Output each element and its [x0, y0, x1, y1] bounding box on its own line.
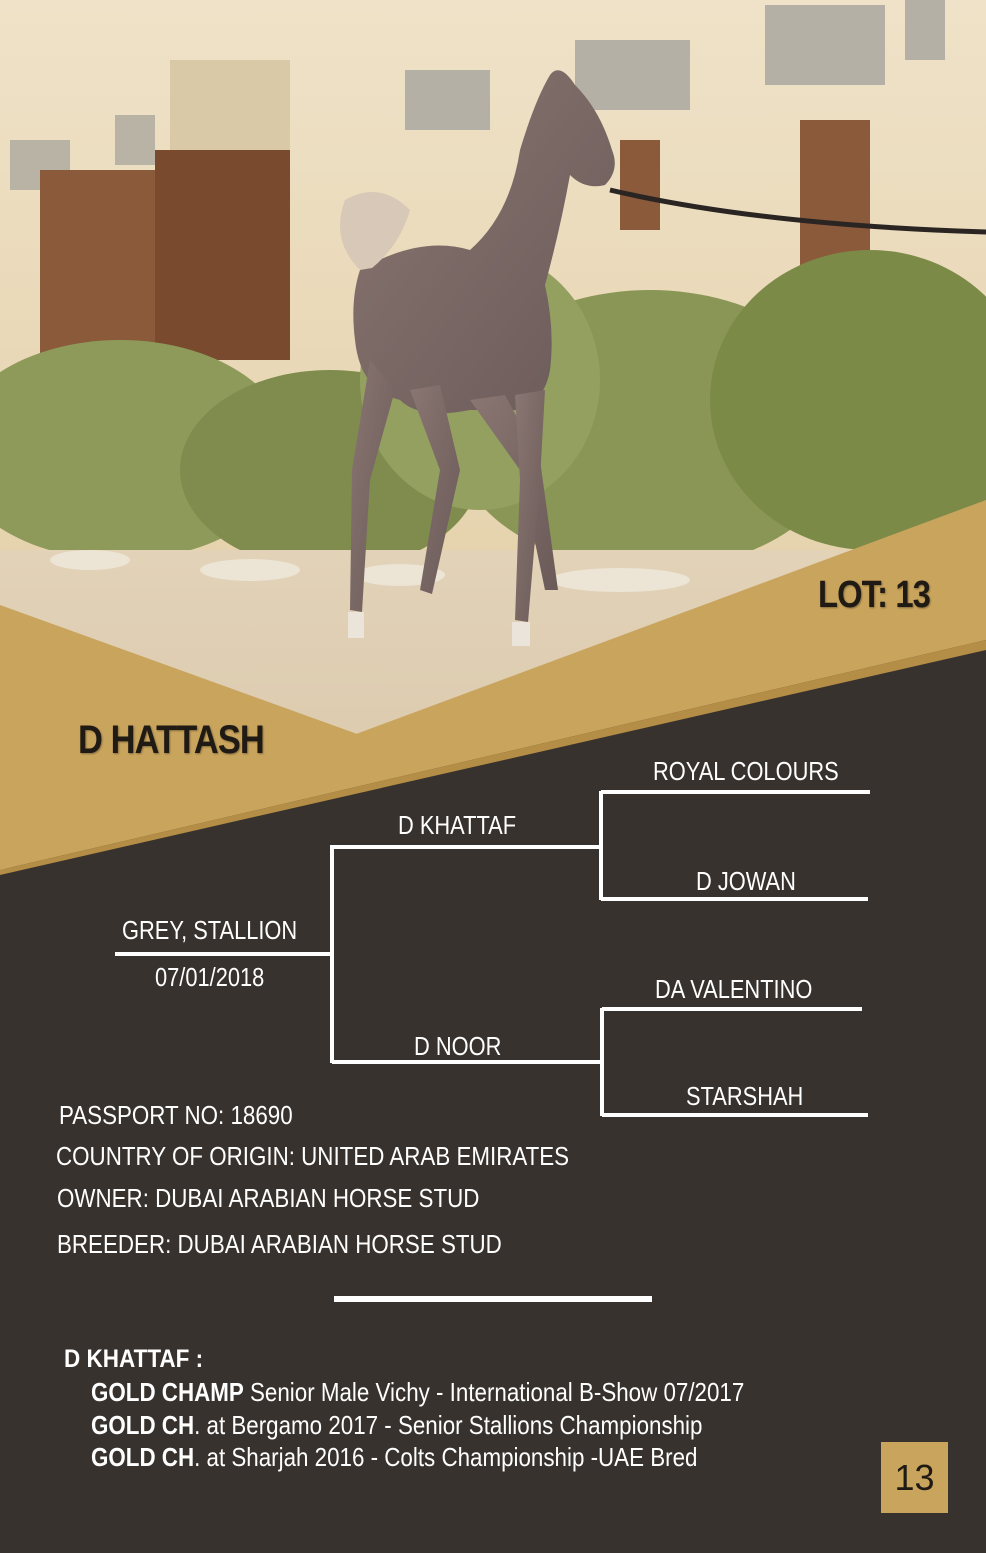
page-number: 13	[881, 1442, 948, 1513]
lot-number: LOT: 13	[818, 574, 931, 616]
achievement-text: . at Sharjah 2016 - Colts Championship -UAE Bred	[194, 1442, 698, 1472]
achievement-item	[91, 1410, 702, 1441]
horse-name: D HATTASH	[78, 718, 264, 762]
achievement-text: Senior Male Vichy - International B-Show 07/2017	[243, 1377, 745, 1407]
achievement-bold: GOLD CH	[91, 1410, 195, 1440]
achievements-title: D KHATTAF :	[64, 1345, 204, 1373]
horse-dob: 07/01/2018	[155, 962, 265, 992]
achievement-item	[91, 1377, 744, 1408]
owner: OWNER: DUBAI ARABIAN HORSE STUD	[57, 1183, 480, 1213]
achievement-bold: GOLD CH	[91, 1442, 195, 1472]
pedigree-dam-sire: DA VALENTINO	[655, 974, 813, 1004]
horse-color-sex: GREY, STALLION	[122, 915, 298, 945]
pedigree-sire-sire: ROYAL COLOURS	[653, 756, 839, 786]
country-of-origin: COUNTRY OF ORIGIN: UNITED ARAB EMIRATES	[56, 1141, 570, 1171]
achievement-bold: GOLD CHAMP	[91, 1377, 244, 1407]
achievement-text: . at Bergamo 2017 - Senior Stallions Championship	[194, 1410, 703, 1440]
pedigree-dam: D NOOR	[414, 1031, 502, 1061]
pedigree-sire-dam: D JOWAN	[696, 866, 796, 896]
pedigree-dam-dam: STARSHAH	[686, 1081, 804, 1111]
achievement-item	[91, 1442, 697, 1473]
breeder: BREEDER: DUBAI ARABIAN HORSE STUD	[57, 1229, 502, 1259]
pedigree-sire: D KHATTAF	[398, 810, 517, 840]
passport-number: PASSPORT NO: 18690	[59, 1100, 293, 1130]
